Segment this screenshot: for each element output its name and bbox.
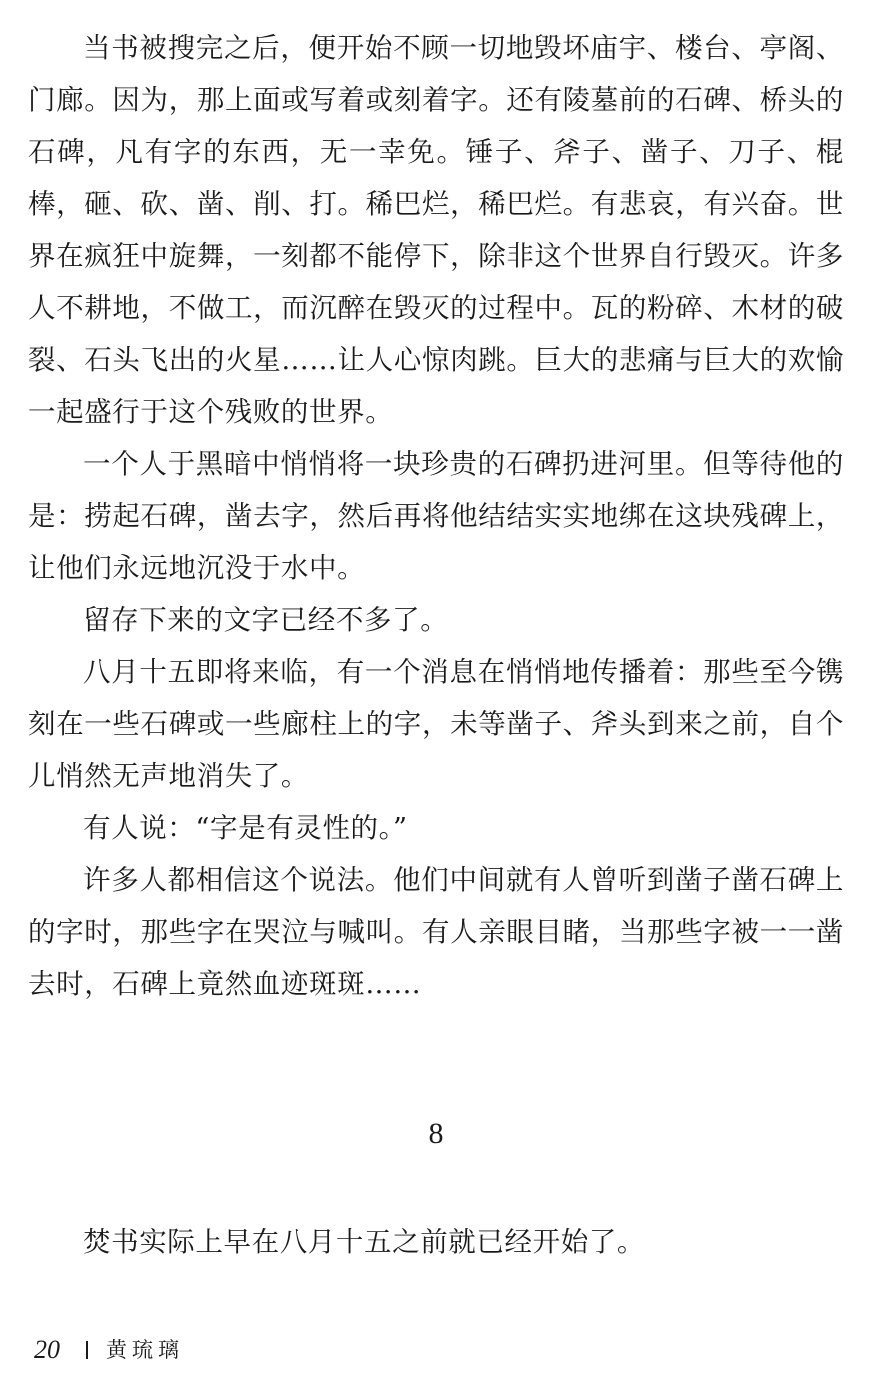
section-number: 8 bbox=[428, 1117, 444, 1150]
section-body bbox=[28, 1216, 844, 1268]
page-number: 20 bbox=[34, 1335, 60, 1364]
paragraph: 许多人都相信这个说法。他们中间就有人曾听到凿子凿石碑上的字时，那些字在哭泣与喊叫。有人亲眼目睹，当那些字被一一凿去时，石碑上竟然血迹斑斑…… bbox=[28, 864, 844, 1000]
book-title: 黄琉璃 bbox=[106, 1338, 184, 1362]
paragraph: 八月十五即将来临，有一个消息在悄悄地传播着：那些至今镌刻在一些石碑或一些廊柱上的字，未等凿子、斧头到来之前，自个儿悄然无声地消失了。 bbox=[28, 656, 844, 792]
paragraph: 留存下来的文字已经不多了。 bbox=[83, 604, 449, 636]
paragraph: 有人说：“字是有灵性的。” bbox=[83, 812, 408, 844]
paragraph: 当书被搜完之后，便开始不顾一切地毁坏庙宇、楼台、亭阁、门廊。因为，那上面或写着或刻着字。还有陵墓前的石碑、桥头的石碑，凡有字的东西，无一幸免。锤子、斧子、凿子、刀子、棍棒，砸、砍、凿、削、打。稀巴烂，稀巴烂。有悲哀，有兴奋。世界在疯狂中旋舞，一刻都不能停下，除非这个世界自行毁灭。许多人不耕地，不做工，而沉醉在毁灭的过程中。瓦的粉碎、木材的破裂、石头飞出的火星……让人心惊肉跳。巨大的悲痛与巨大的欢愉一起盛行于这个残败的世界。 bbox=[28, 32, 844, 428]
page-footer bbox=[34, 1330, 184, 1370]
paragraph: 焚书实际上早在八月十五之前就已经开始了。 bbox=[83, 1226, 645, 1258]
paragraph: 一个人于黑暗中悄悄将一块珍贵的石碑扔进河里。但等待他的是：捞起石碑，凿去字，然后再将他结结实实地绑在这块残碑上，让他们永远地沉没于水中。 bbox=[28, 448, 844, 584]
body-text bbox=[28, 22, 844, 1010]
footer-divider bbox=[86, 1341, 88, 1359]
